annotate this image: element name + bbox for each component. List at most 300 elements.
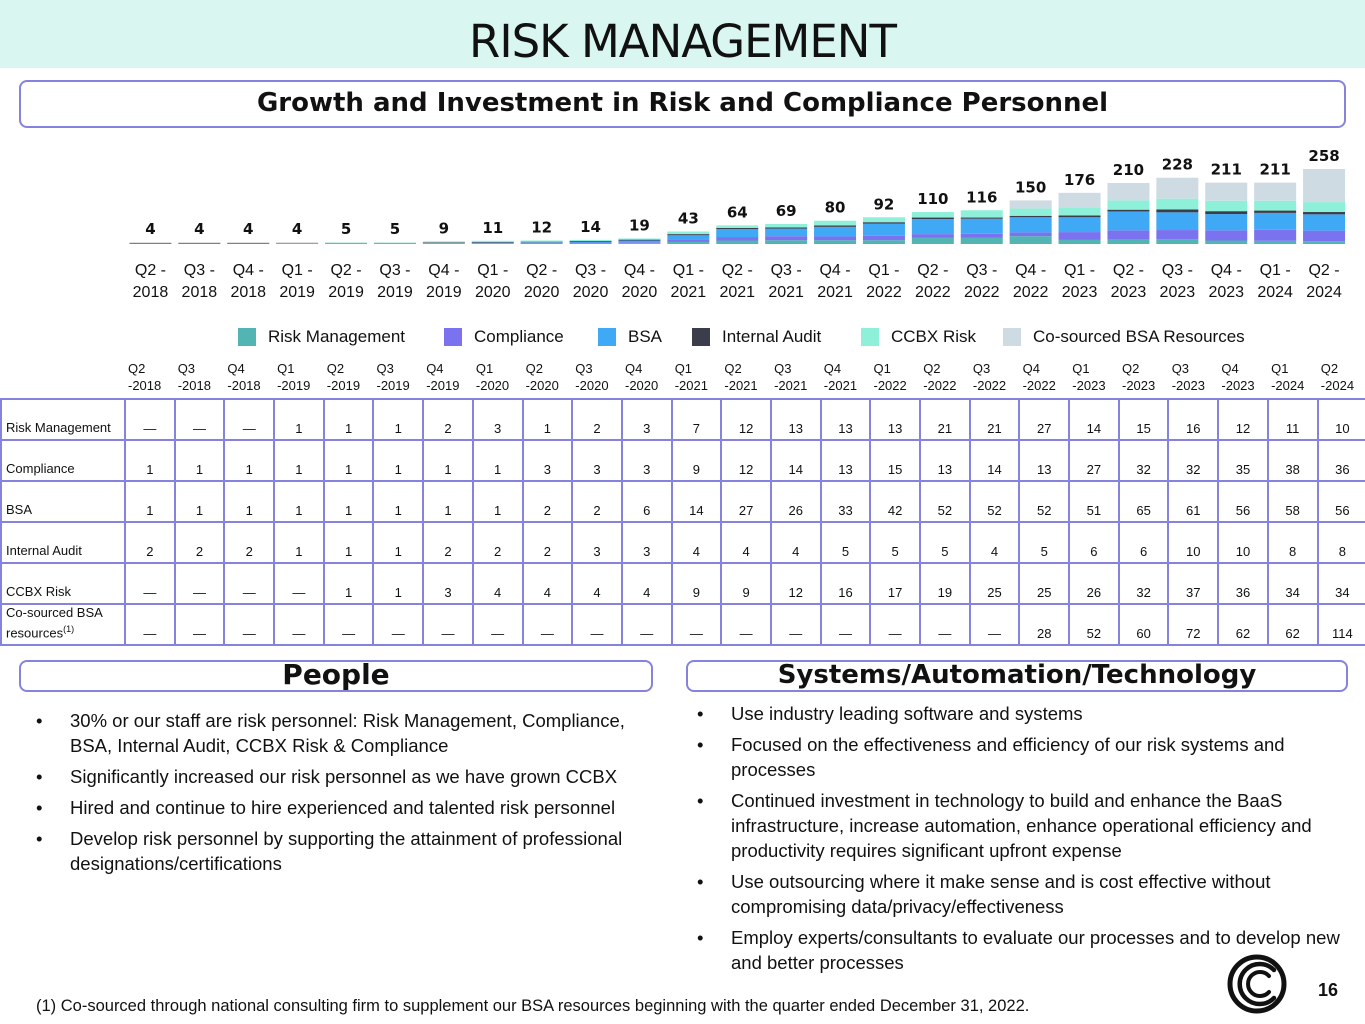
bar-segment-bsa-14 xyxy=(814,227,856,237)
table-cell: 5 xyxy=(1019,522,1069,563)
bar-segment-compliance-17 xyxy=(961,234,1003,238)
bullet-text: Use outsourcing where it make sense and is cost effective without compromising data/privacy/effectiveness xyxy=(731,871,1271,917)
bar-segment-compliance-16 xyxy=(912,234,954,238)
table-cell: 2 xyxy=(572,481,622,522)
table-cell: 9 xyxy=(672,563,722,604)
bar-total-label-7: 11 xyxy=(482,218,504,237)
x-tick-label-5-1: 2019 xyxy=(377,284,413,301)
table-cell: 3 xyxy=(423,563,473,604)
bar-segment-internal-audit-22 xyxy=(1205,211,1247,214)
bullet-text: Continued investment in technology to build and enhance the BaaS infrastructure, increase automation, enhance operational efficiency and productivity requires significant upfront expense xyxy=(731,790,1312,861)
table-cell: 9 xyxy=(721,563,771,604)
table-cell: — xyxy=(523,604,573,645)
table-cell: 56 xyxy=(1318,481,1365,522)
bar-total-label-12: 64 xyxy=(726,203,748,222)
legend-label: Co-sourced BSA Resources xyxy=(1033,327,1245,346)
table-cell: 1 xyxy=(324,481,374,522)
table-cell: 26 xyxy=(771,481,821,522)
bar-total-label-15: 92 xyxy=(873,195,895,214)
table-cell: 62 xyxy=(1218,604,1268,645)
table-cell: 8 xyxy=(1318,522,1365,563)
table-cell: 12 xyxy=(771,563,821,604)
table-cell: 4 xyxy=(721,522,771,563)
table-cell: 42 xyxy=(870,481,920,522)
x-tick-label-24-1: 2024 xyxy=(1306,284,1342,301)
table-cell: 52 xyxy=(1019,481,1069,522)
bar-total-label-0: 4 xyxy=(145,220,156,238)
bar-total-label-19: 176 xyxy=(1063,170,1096,189)
table-cell: 2 xyxy=(175,522,225,563)
systems-bullet-3 xyxy=(697,869,1352,919)
bar-segment-co-sourced-bsa-resources-24 xyxy=(1303,169,1345,202)
table-column-header-4: Q2 -2019 xyxy=(326,361,361,393)
table-row xyxy=(1,522,1365,563)
x-tick-label-6-1: 2019 xyxy=(426,284,462,301)
table-cell: 13 xyxy=(870,399,920,440)
x-tick-label-17-1: 2022 xyxy=(963,284,1000,301)
bullet-icon: • xyxy=(36,710,43,731)
table-cell: 1 xyxy=(523,399,573,440)
x-tick-label-13-0: Q3 - xyxy=(770,262,802,279)
table-cell: — xyxy=(572,604,622,645)
table-cell: — xyxy=(125,563,175,604)
bar-segment-ccbx-risk-22 xyxy=(1205,201,1247,211)
bar-segment-internal-audit-2 xyxy=(227,243,269,244)
bar-segment-internal-audit-12 xyxy=(716,228,758,229)
table-cell: 2 xyxy=(572,399,622,440)
people-bullet-3 xyxy=(36,826,656,876)
table-column-header-22: Q4 -2023 xyxy=(1221,361,1255,393)
table-cell: 21 xyxy=(920,399,970,440)
table-cell: 7 xyxy=(672,399,722,440)
systems-bullet-0 xyxy=(697,701,1352,726)
bar-segment-compliance-19 xyxy=(1059,232,1101,240)
people-header: People xyxy=(19,660,653,692)
bar-segment-risk-management-10 xyxy=(618,243,660,244)
table-cell: — xyxy=(175,604,225,645)
systems-header: Systems/Automation/Technology xyxy=(686,660,1348,692)
x-tick-label-2-0: Q4 - xyxy=(232,262,264,279)
table-cell: 3 xyxy=(473,399,523,440)
bar-segment-risk-management-23 xyxy=(1254,241,1296,244)
bar-total-label-5: 5 xyxy=(389,220,401,238)
table-cell: 3 xyxy=(572,440,622,481)
x-tick-label-10-1: 2020 xyxy=(621,284,658,301)
table-cell: 37 xyxy=(1168,563,1218,604)
table-cell: 3 xyxy=(622,522,672,563)
x-tick-label-21-0: Q3 - xyxy=(1161,262,1193,279)
bar-segment-internal-audit-16 xyxy=(912,218,954,219)
x-tick-label-11-1: 2021 xyxy=(670,284,707,301)
table-column-header-0: Q2 -2018 xyxy=(128,361,162,393)
x-tick-label-3-0: Q1 - xyxy=(281,262,313,279)
bar-segment-bsa-23 xyxy=(1254,213,1296,230)
bar-total-label-13: 69 xyxy=(775,201,797,220)
table-cell: 32 xyxy=(1119,563,1169,604)
table-cell: 72 xyxy=(1168,604,1218,645)
table-cell: 1 xyxy=(373,399,423,440)
x-tick-label-16-0: Q2 - xyxy=(917,262,949,279)
table-cell: 1 xyxy=(175,481,225,522)
bar-segment-risk-management-16 xyxy=(912,238,954,244)
table-cell: 12 xyxy=(721,399,771,440)
bar-segment-risk-management-18 xyxy=(1010,236,1052,244)
legend-swatch xyxy=(444,328,462,346)
table-cell: 16 xyxy=(1168,399,1218,440)
table-cell: 60 xyxy=(1119,604,1169,645)
table-cell: 2 xyxy=(523,522,573,563)
bar-segment-ccbx-risk-13 xyxy=(765,224,807,227)
table-cell: 12 xyxy=(1218,399,1268,440)
table-column-header-17: Q3 -2022 xyxy=(972,361,1007,393)
table-column-header-14: Q4 -2021 xyxy=(823,361,858,393)
table-cell: 9 xyxy=(672,440,722,481)
table-cell: 1 xyxy=(373,440,423,481)
bar-segment-co-sourced-bsa-resources-22 xyxy=(1205,183,1247,201)
table-cell: — xyxy=(224,604,274,645)
bar-segment-ccbx-risk-21 xyxy=(1156,199,1198,210)
table-column-header-8: Q2 -2020 xyxy=(525,361,559,393)
x-tick-label-3-1: 2019 xyxy=(279,284,315,301)
bullet-icon: • xyxy=(697,927,704,948)
table-column-header-23: Q1 -2024 xyxy=(1271,361,1305,393)
table-cell: 1 xyxy=(423,440,473,481)
bar-segment-compliance-15 xyxy=(863,236,905,240)
table-cell: 32 xyxy=(1168,440,1218,481)
table-cell: 36 xyxy=(1218,563,1268,604)
bar-segment-ccbx-risk-14 xyxy=(814,221,856,226)
x-tick-label-8-1: 2020 xyxy=(523,284,560,301)
table-cell: 1 xyxy=(423,481,473,522)
table-cell: 1 xyxy=(473,481,523,522)
bar-segment-ccbx-risk-11 xyxy=(667,232,709,235)
table-cell: 1 xyxy=(324,563,374,604)
table-cell: 1 xyxy=(125,440,175,481)
bar-segment-bsa-16 xyxy=(912,219,954,234)
table-cell: 13 xyxy=(920,440,970,481)
table-cell: 4 xyxy=(771,522,821,563)
table-column-header-13: Q3 -2021 xyxy=(774,361,808,393)
table-cell: 2 xyxy=(423,522,473,563)
bar-segment-bsa-18 xyxy=(1010,217,1052,232)
x-tick-label-12-0: Q2 - xyxy=(721,262,753,279)
x-tick-label-0-1: 2018 xyxy=(132,284,169,301)
bar-segment-ccbx-risk-20 xyxy=(1107,200,1149,209)
bar-total-label-21: 228 xyxy=(1161,155,1194,174)
page-title: RISK MANAGEMENT xyxy=(469,15,896,68)
table-cell: 14 xyxy=(672,481,722,522)
table-cell: — xyxy=(672,604,722,645)
table-cell: 35 xyxy=(1218,440,1268,481)
bar-total-label-9: 14 xyxy=(580,217,601,236)
x-tick-label-17-0: Q3 - xyxy=(966,262,998,279)
x-tick-label-16-1: 2022 xyxy=(915,284,951,301)
bar-total-label-6: 9 xyxy=(438,219,450,238)
bar-total-label-18: 150 xyxy=(1014,178,1047,197)
chart-header: Growth and Investment in Risk and Compliance Personnel xyxy=(19,80,1346,128)
bar-segment-bsa-8 xyxy=(521,242,563,243)
table-row xyxy=(1,481,1365,522)
bar-segment-risk-management-20 xyxy=(1107,240,1149,244)
table-cell: — xyxy=(324,604,374,645)
bullet-icon: • xyxy=(36,766,43,787)
bar-segment-internal-audit-14 xyxy=(814,225,856,226)
x-tick-label-24-0: Q2 - xyxy=(1308,262,1340,279)
table-cell: 1 xyxy=(324,399,374,440)
x-tick-label-20-0: Q2 - xyxy=(1112,262,1145,279)
table-cell: 10 xyxy=(1168,522,1218,563)
x-tick-label-2-1: 2018 xyxy=(230,284,267,301)
table-cell: 27 xyxy=(1069,440,1119,481)
bar-segment-compliance-21 xyxy=(1156,230,1198,239)
table-cell: 13 xyxy=(821,440,871,481)
table-cell: 15 xyxy=(870,440,920,481)
bar-segment-ccbx-risk-24 xyxy=(1303,202,1345,212)
table-cell: 62 xyxy=(1268,604,1318,645)
table-cell: 52 xyxy=(1069,604,1119,645)
bar-segment-internal-audit-21 xyxy=(1156,209,1198,212)
x-tick-label-5-0: Q3 - xyxy=(379,262,411,279)
table-cell: 16 xyxy=(821,563,871,604)
bar-segment-risk-management-6 xyxy=(423,243,465,244)
bar-segment-ccbx-risk-19 xyxy=(1059,208,1101,216)
x-tick-label-22-0: Q4 - xyxy=(1210,262,1242,279)
x-tick-label-4-0: Q2 - xyxy=(330,262,362,279)
bar-segment-risk-management-7 xyxy=(472,243,514,244)
bar-segment-co-sourced-bsa-resources-23 xyxy=(1254,183,1296,201)
bar-segment-compliance-18 xyxy=(1010,232,1052,236)
x-tick-label-8-0: Q2 - xyxy=(526,262,558,279)
x-tick-label-9-1: 2020 xyxy=(572,284,609,301)
bar-segment-ccbx-risk-23 xyxy=(1254,201,1296,211)
bar-segment-compliance-14 xyxy=(814,236,856,240)
x-tick-label-21-1: 2023 xyxy=(1159,284,1196,301)
table-cell: 13 xyxy=(821,399,871,440)
table-column-header-20: Q2 -2023 xyxy=(1122,361,1156,393)
bar-segment-risk-management-9 xyxy=(570,243,612,244)
bar-segment-internal-audit-9 xyxy=(570,241,612,242)
bar-segment-co-sourced-bsa-resources-20 xyxy=(1107,183,1149,200)
bar-total-label-24: 258 xyxy=(1308,147,1340,165)
bar-segment-risk-management-12 xyxy=(716,241,758,244)
table-cell: 26 xyxy=(1069,563,1119,604)
x-tick-label-13-1: 2021 xyxy=(768,284,804,301)
table-cell: — xyxy=(274,604,324,645)
table-cell: 6 xyxy=(622,481,672,522)
bar-segment-ccbx-risk-12 xyxy=(716,225,758,228)
table-column-header-2: Q4 -2018 xyxy=(227,361,261,393)
bar-segment-risk-management-17 xyxy=(961,238,1003,244)
people-bullet-1 xyxy=(36,764,656,789)
x-tick-label-23-0: Q1 - xyxy=(1259,262,1291,279)
table-cell: 33 xyxy=(821,481,871,522)
table-row-label: Risk Management xyxy=(1,399,125,440)
bar-segment-internal-audit-10 xyxy=(618,240,660,241)
x-tick-label-23-1: 2024 xyxy=(1257,284,1293,301)
table-cell: 21 xyxy=(970,399,1020,440)
bar-segment-bsa-11 xyxy=(667,235,709,239)
bar-total-label-2: 4 xyxy=(243,220,254,238)
bar-total-label-8: 12 xyxy=(531,218,553,237)
table-column-header-19: Q1 -2023 xyxy=(1072,361,1106,393)
table-cell: — xyxy=(125,399,175,440)
table-cell: — xyxy=(224,563,274,604)
bar-segment-compliance-12 xyxy=(716,237,758,240)
bar-segment-ccbx-risk-7 xyxy=(472,241,514,242)
table-cell: 2 xyxy=(473,522,523,563)
x-tick-label-7-0: Q1 - xyxy=(477,262,509,279)
table-cell: 36 xyxy=(1318,440,1365,481)
bar-segment-compliance-20 xyxy=(1107,230,1149,239)
bar-total-label-16: 110 xyxy=(917,190,949,209)
bar-total-label-22: 211 xyxy=(1210,160,1242,179)
bullet-icon: • xyxy=(697,734,704,755)
table-column-header-21: Q3 -2023 xyxy=(1171,361,1205,393)
bullet-text: Employ experts/consultants to evaluate our processes and to develop new and better processes xyxy=(731,927,1340,973)
people-bullet-list xyxy=(36,708,656,882)
table-cell: 6 xyxy=(1119,522,1169,563)
table-column-header-7: Q1 -2020 xyxy=(475,361,510,393)
table-column-header-6: Q4 -2019 xyxy=(426,361,460,393)
bar-segment-ccbx-risk-8 xyxy=(521,241,563,242)
bullet-icon: • xyxy=(697,790,704,811)
table-cell: 5 xyxy=(821,522,871,563)
table-cell: 3 xyxy=(622,399,672,440)
table-column-header-5: Q3 -2019 xyxy=(376,361,410,393)
table-cell: 65 xyxy=(1119,481,1169,522)
legend-swatch xyxy=(598,328,616,346)
table-cell: 1 xyxy=(473,440,523,481)
bar-segment-co-sourced-bsa-resources-19 xyxy=(1059,193,1101,208)
bar-segment-ccbx-risk-16 xyxy=(912,212,954,218)
bar-segment-compliance-23 xyxy=(1254,230,1296,241)
table-cell: 34 xyxy=(1318,563,1365,604)
bullet-text: 30% or our staff are risk personnel: Risk Management, Compliance, BSA, Internal Audit, CCBX Risk & Compliance xyxy=(70,710,625,756)
bar-segment-internal-audit-15 xyxy=(863,222,905,223)
table-cell: 2 xyxy=(523,481,573,522)
bar-segment-internal-audit-11 xyxy=(667,234,709,235)
bar-segment-risk-management-22 xyxy=(1205,241,1247,244)
table-cell: 4 xyxy=(473,563,523,604)
bar-segment-ccbx-risk-18 xyxy=(1010,209,1052,216)
table-cell: 5 xyxy=(870,522,920,563)
table-cell: 61 xyxy=(1168,481,1218,522)
bar-segment-internal-audit-19 xyxy=(1059,216,1101,218)
table-cell: 28 xyxy=(1019,604,1069,645)
bar-segment-ccbx-risk-15 xyxy=(863,217,905,222)
table-cell: 56 xyxy=(1218,481,1268,522)
bar-segment-compliance-11 xyxy=(667,239,709,242)
bar-segment-internal-audit-23 xyxy=(1254,211,1296,213)
table-cell: 3 xyxy=(572,522,622,563)
table-cell: — xyxy=(125,604,175,645)
table-cell: 1 xyxy=(224,440,274,481)
x-tick-label-1-1: 2018 xyxy=(181,284,218,301)
bar-segment-bsa-19 xyxy=(1059,217,1101,232)
people-bullet-2 xyxy=(36,795,656,820)
table-cell: — xyxy=(473,604,523,645)
table-cell: 14 xyxy=(1069,399,1119,440)
table-cell: 10 xyxy=(1318,399,1365,440)
table-cell: 15 xyxy=(1119,399,1169,440)
chart-legend xyxy=(0,326,1365,350)
bar-segment-bsa-13 xyxy=(765,229,807,237)
bar-segment-bsa-22 xyxy=(1205,214,1247,230)
x-tick-label-19-0: Q1 - xyxy=(1063,262,1096,279)
x-tick-label-14-0: Q4 - xyxy=(819,262,851,279)
legend-label: Risk Management xyxy=(268,327,406,346)
table-cell: 2 xyxy=(423,399,473,440)
table-column-header-11: Q1 -2021 xyxy=(674,361,708,393)
table-cell: 1 xyxy=(324,440,374,481)
bar-segment-bsa-20 xyxy=(1107,211,1149,230)
table-cell: 27 xyxy=(1019,399,1069,440)
table-cell: 1 xyxy=(373,563,423,604)
bar-segment-bsa-15 xyxy=(863,224,905,236)
bullet-icon: • xyxy=(36,797,43,818)
x-tick-label-12-1: 2021 xyxy=(719,284,756,301)
bullet-text: Significantly increased our risk personnel as we have grown CCBX xyxy=(70,766,618,787)
headcount-table xyxy=(0,398,1365,646)
table-cell: 1 xyxy=(373,481,423,522)
legend-swatch xyxy=(861,328,879,346)
table-column-header-10: Q4 -2020 xyxy=(625,361,659,393)
table-cell: — xyxy=(373,604,423,645)
bar-total-label-10: 19 xyxy=(629,216,650,235)
bar-segment-compliance-24 xyxy=(1303,231,1345,241)
table-column-header-9: Q3 -2020 xyxy=(575,361,609,393)
bar-segment-internal-audit-13 xyxy=(765,227,807,228)
table-cell: — xyxy=(920,604,970,645)
table-cell: 17 xyxy=(870,563,920,604)
x-tick-label-22-1: 2023 xyxy=(1208,284,1245,301)
table-cell: 25 xyxy=(970,563,1020,604)
legend-label: Internal Audit xyxy=(722,327,822,346)
bullet-icon: • xyxy=(36,828,43,849)
bar-segment-compliance-10 xyxy=(618,242,660,243)
table-cell: 4 xyxy=(672,522,722,563)
table-cell: 1 xyxy=(324,522,374,563)
x-tick-label-20-1: 2023 xyxy=(1110,284,1147,301)
bar-segment-internal-audit-20 xyxy=(1107,210,1149,212)
legend-label: Compliance xyxy=(474,327,564,346)
x-tick-label-1-0: Q3 - xyxy=(183,262,215,279)
bar-segment-internal-audit-7 xyxy=(472,242,514,243)
x-tick-label-7-1: 2020 xyxy=(474,284,511,301)
legend-label: CCBX Risk xyxy=(891,327,977,346)
bar-segment-co-sourced-bsa-resources-21 xyxy=(1156,178,1198,199)
table-column-header-15: Q1 -2022 xyxy=(873,361,907,393)
table-cell: — xyxy=(970,604,1020,645)
table-row xyxy=(1,604,1365,645)
bar-segment-compliance-9 xyxy=(570,243,612,244)
legend-swatch xyxy=(238,328,256,346)
table-cell: 14 xyxy=(771,440,821,481)
bar-segment-internal-audit-18 xyxy=(1010,216,1052,217)
table-cell: 2 xyxy=(125,522,175,563)
bar-segment-compliance-22 xyxy=(1205,230,1247,240)
legend-swatch xyxy=(692,328,710,346)
bar-segment-internal-audit-6 xyxy=(423,242,465,243)
table-cell: 2 xyxy=(224,522,274,563)
table-cell: 1 xyxy=(224,481,274,522)
table-cell: — xyxy=(274,563,324,604)
bar-segment-compliance-8 xyxy=(521,243,563,244)
bar-segment-internal-audit-24 xyxy=(1303,212,1345,214)
bar-segment-bsa-17 xyxy=(961,219,1003,234)
legend-swatch xyxy=(1003,328,1021,346)
table-cell: — xyxy=(175,563,225,604)
